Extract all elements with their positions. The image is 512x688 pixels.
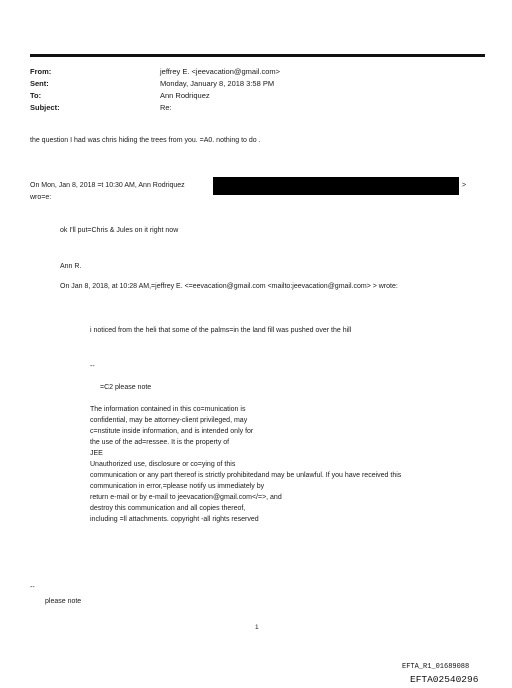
efta-reference-2: EFTA02540296 — [410, 674, 479, 685]
quote1-wrote: wro=e: — [30, 194, 52, 201]
redaction-bar — [213, 177, 459, 195]
subject-label: Subject: — [30, 103, 60, 112]
sent-label: Sent: — [30, 79, 49, 88]
disclaimer-line: The information contained in this co=munication is — [90, 406, 246, 413]
please-note: please note — [45, 598, 82, 605]
to-value: Ann Rodriquez — [160, 91, 210, 100]
efta-reference-1: EFTA_R1_01689088 — [402, 663, 470, 671]
body-line-1: the question I had was chris hiding the trees from you. =A0. nothing to do . — [30, 137, 261, 144]
c2-note: =C2 please note — [100, 384, 152, 391]
quote2-header: On Jan 8, 2018, at 10:28 AM,=jeffrey E. <=eevacation@gmail.com <mailto:jeevacation@gmail.com> > wrote: — [60, 283, 398, 290]
separator-dashes-2: -- — [30, 584, 35, 591]
disclaimer-line: return e-mail or by e-mail to jeevacation@gmail.com</=>, and — [90, 494, 282, 501]
disclaimer-line: JEE — [90, 450, 103, 457]
subject-value: Re: — [160, 103, 172, 112]
signature: Ann R. — [60, 263, 82, 270]
disclaimer-line: communication or any part thereof is strictly prohibitedand may be unlawful. If you have received this — [90, 472, 402, 479]
disclaimer-line: Unauthorized use, disclosure or co=ying of this — [90, 461, 236, 468]
sent-value: Monday, January 8, 2018 3:58 PM — [160, 79, 275, 88]
from-value: jeffrey E. <jeevacation@gmail.com> — [160, 67, 281, 76]
reply-line: ok I'll put=Chris & Jules on it right now — [60, 227, 179, 234]
quote1-header: On Mon, Jan 8, 2018 =t 10:30 AM, Ann Rodriquez — [30, 182, 185, 189]
disclaimer-line: c=nstitute inside information, and is intended only for — [90, 428, 254, 435]
from-label: From: — [30, 67, 52, 76]
palms-line: i noticed from the heli that some of the palms=in the land fill was pushed over the hill — [90, 327, 352, 334]
page-number: 1 — [255, 624, 259, 631]
header-rule — [30, 54, 485, 57]
quote1-header-end: > — [462, 182, 467, 189]
disclaimer-line: confidential, may be attorney-client privileged, may — [90, 417, 248, 424]
disclaimer-line: communication in error,=please notify us immediately by — [90, 483, 265, 490]
separator-dashes-1: -- — [90, 363, 95, 370]
to-label: To: — [30, 91, 42, 100]
disclaimer-line: the use of the ad=ressee. It is the property of — [90, 439, 230, 446]
disclaimer-line: destroy this communication and all copies thereof, — [90, 505, 246, 512]
disclaimer-line: including =ll attachments. copyright -all rights reserved — [90, 516, 259, 523]
